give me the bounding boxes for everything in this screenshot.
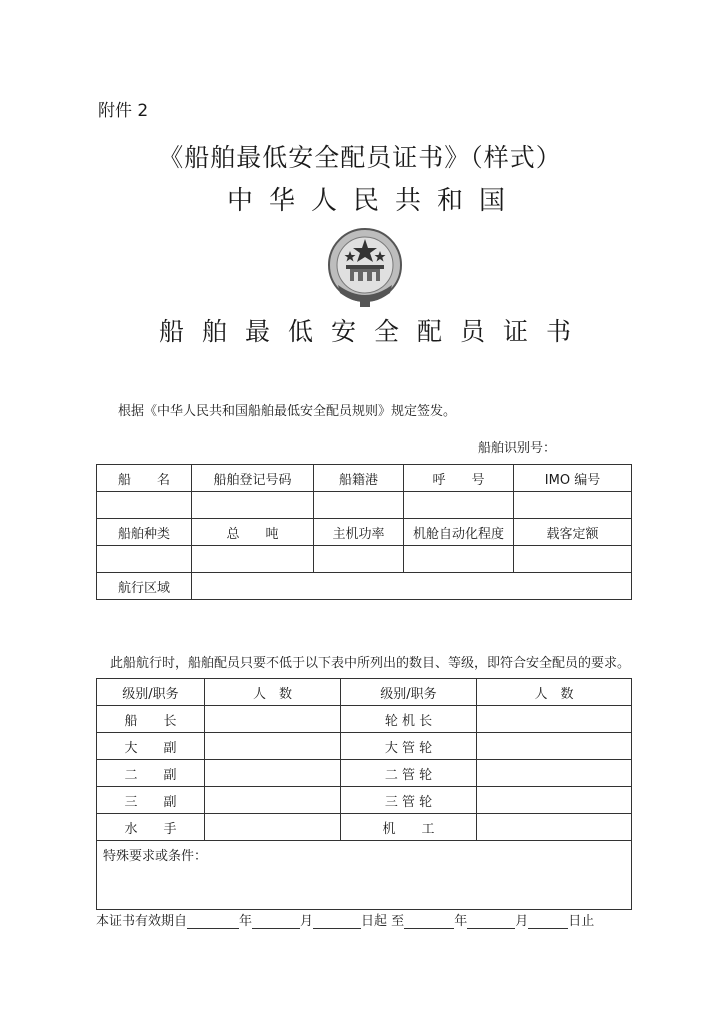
deck-rank-header: 级别/职务 bbox=[97, 679, 205, 706]
automation-level-header: 机舱自动化程度 bbox=[404, 519, 514, 546]
rank-master: 船 长 bbox=[97, 706, 205, 733]
blank-end-day bbox=[528, 914, 568, 929]
ship-identification-label: 船舶识别号： bbox=[478, 441, 557, 456]
navigation-area-value bbox=[192, 573, 632, 600]
engine-count-header: 人 数 bbox=[477, 679, 632, 706]
passenger-capacity-value bbox=[514, 546, 632, 573]
registration-number-header: 船舶登记号码 bbox=[192, 465, 314, 492]
count-chief-engineer bbox=[477, 706, 632, 733]
ship-info-table bbox=[96, 464, 632, 600]
table-row bbox=[97, 733, 632, 760]
deck-count-header: 人 数 bbox=[205, 679, 341, 706]
ship-type-header: 船舶种类 bbox=[97, 519, 192, 546]
ship-type-value bbox=[97, 546, 192, 573]
registration-number-value bbox=[192, 492, 314, 519]
count-fourth-engineer bbox=[477, 787, 632, 814]
table-row bbox=[97, 465, 632, 492]
count-third-engineer bbox=[477, 760, 632, 787]
special-conditions: 特殊要求或条件： bbox=[97, 841, 632, 910]
count-third-officer bbox=[205, 787, 341, 814]
issuance-basis: 根据《中华人民共和国船舶最低安全配员规则》规定签发。 bbox=[118, 404, 457, 419]
count-seaman bbox=[205, 814, 341, 841]
table-row bbox=[97, 679, 632, 706]
passenger-capacity-header: 载客定额 bbox=[514, 519, 632, 546]
rank-chief-officer: 大 副 bbox=[97, 733, 205, 760]
national-emblem-icon bbox=[320, 225, 410, 310]
validity-year2-label: 年 bbox=[454, 914, 468, 929]
port-of-registry-header: 船籍港 bbox=[314, 465, 404, 492]
blank-start-month bbox=[252, 914, 300, 929]
count-motorman bbox=[477, 814, 632, 841]
table-row bbox=[97, 492, 632, 519]
validity-period bbox=[96, 910, 594, 929]
imo-number-value bbox=[514, 492, 632, 519]
table-row bbox=[97, 573, 632, 600]
gross-tonnage-header: 总 吨 bbox=[192, 519, 314, 546]
count-master bbox=[205, 706, 341, 733]
table-row bbox=[97, 814, 632, 841]
engine-power-value bbox=[314, 546, 404, 573]
validity-to-label: 日止 bbox=[568, 914, 595, 929]
validity-prefix: 本证书有效期自 bbox=[96, 914, 188, 929]
rank-seaman: 水 手 bbox=[97, 814, 205, 841]
crew-table bbox=[96, 678, 632, 910]
table-row bbox=[97, 706, 632, 733]
validity-month2-label: 月 bbox=[515, 914, 529, 929]
rank-third-officer: 三 副 bbox=[97, 787, 205, 814]
call-sign-value bbox=[404, 492, 514, 519]
certificate-title: 船舶最低安全配员证书 bbox=[158, 317, 589, 346]
table-row bbox=[97, 546, 632, 573]
gross-tonnage-value bbox=[192, 546, 314, 573]
validity-from-label: 日起 至 bbox=[361, 914, 405, 929]
count-second-officer bbox=[205, 760, 341, 787]
table-row bbox=[97, 519, 632, 546]
rank-fourth-engineer: 三 管 轮 bbox=[341, 787, 477, 814]
port-of-registry-value bbox=[314, 492, 404, 519]
blank-end-year bbox=[404, 914, 454, 929]
automation-level-value bbox=[404, 546, 514, 573]
blank-start-day bbox=[313, 914, 361, 929]
table-row bbox=[97, 760, 632, 787]
rank-second-engineer: 大 管 轮 bbox=[341, 733, 477, 760]
attachment-label: 附件 2 bbox=[98, 101, 149, 121]
rank-third-engineer: 二 管 轮 bbox=[341, 760, 477, 787]
document-title: 《船舶最低安全配员证书》（样式） bbox=[158, 143, 562, 172]
engine-power-header: 主机功率 bbox=[314, 519, 404, 546]
rank-second-officer: 二 副 bbox=[97, 760, 205, 787]
country-name: 中华人民共和国 bbox=[226, 186, 521, 216]
blank-end-month bbox=[467, 914, 515, 929]
validity-month-label: 月 bbox=[300, 914, 314, 929]
rank-chief-engineer: 轮 机 长 bbox=[341, 706, 477, 733]
manning-statement: 此船航行时，船舶配员只要不低于以下表中所列出的数目、等级，即符合安全配员的要求。 bbox=[110, 656, 631, 671]
engine-rank-header: 级别/职务 bbox=[341, 679, 477, 706]
call-sign-header: 呼 号 bbox=[404, 465, 514, 492]
count-second-engineer bbox=[477, 733, 632, 760]
ship-name-value bbox=[97, 492, 192, 519]
table-row bbox=[97, 841, 632, 910]
imo-number-header: IMO 编号 bbox=[514, 465, 632, 492]
count-chief-officer bbox=[205, 733, 341, 760]
table-row bbox=[97, 787, 632, 814]
navigation-area-header: 航行区域 bbox=[97, 573, 192, 600]
validity-year-label: 年 bbox=[239, 914, 253, 929]
ship-name-header: 船 名 bbox=[97, 465, 192, 492]
blank-start-year bbox=[187, 914, 239, 929]
rank-motorman: 机 工 bbox=[341, 814, 477, 841]
